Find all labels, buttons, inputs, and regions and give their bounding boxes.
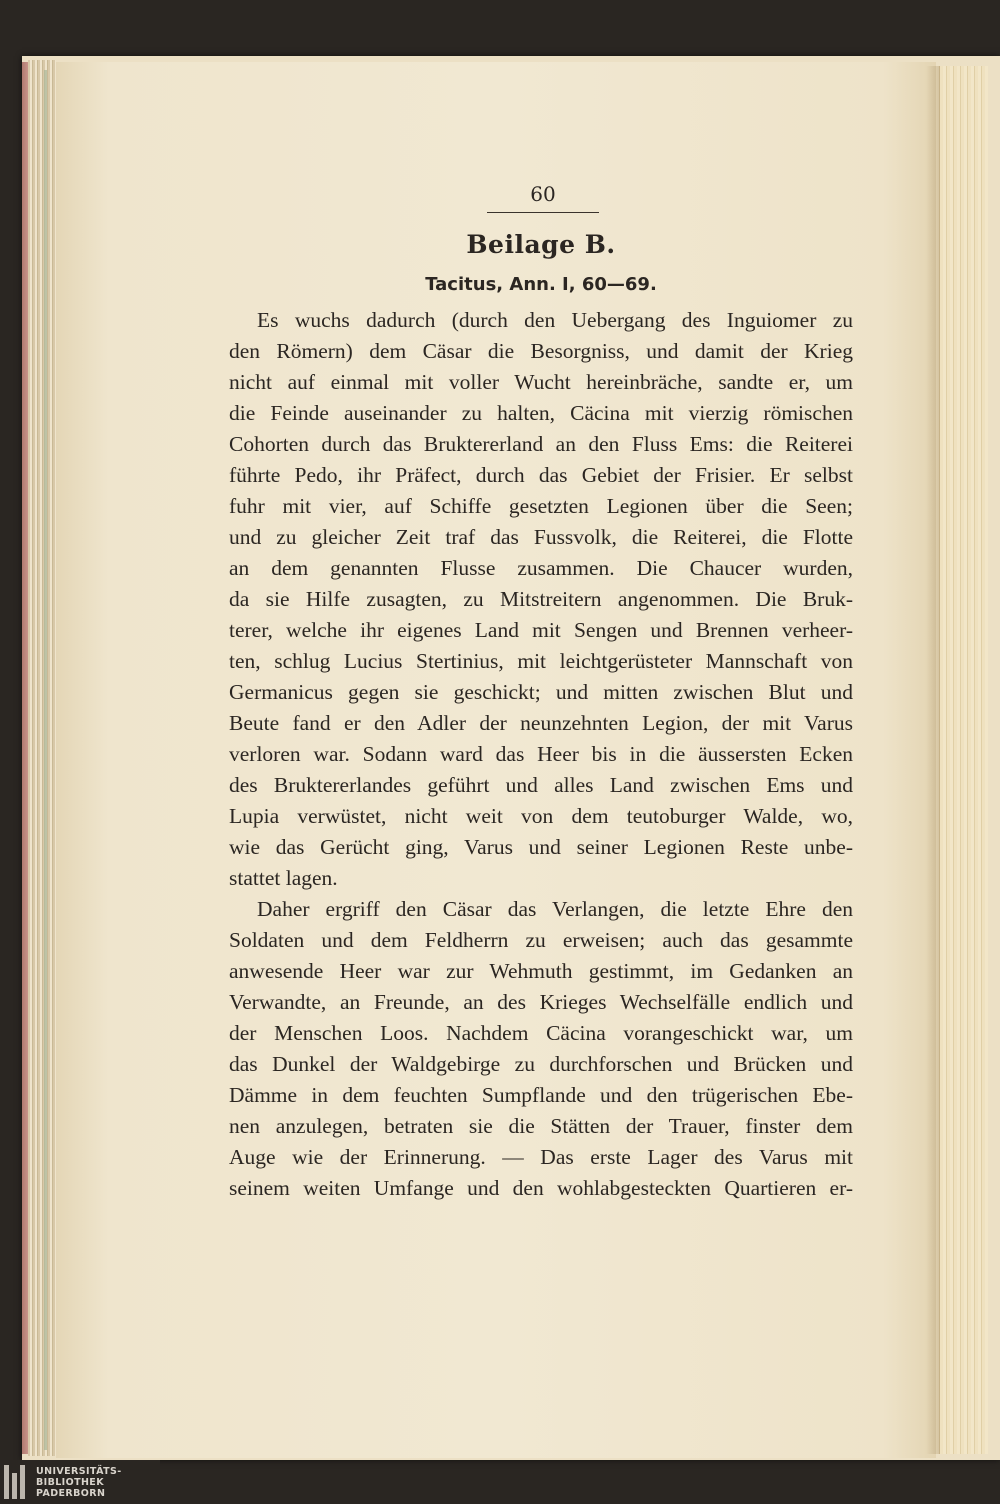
text-line: fuhr mit vier, auf Schiffe gesetzten Legionen über die Seen; <box>229 494 853 518</box>
book-page-edges-left <box>28 60 56 1456</box>
stamp-line-3: PADERBORN <box>36 1487 106 1499</box>
library-logo-icon <box>4 1465 30 1499</box>
text-line: ten, schlug Lucius Stertinius, mit leichtgerüsteter Mannschaft von <box>229 649 853 673</box>
text-line: das Dunkel der Waldgebirge zu durchforschen und Brücken und <box>229 1052 853 1076</box>
text-line: Auge wie der Erinnerung. — Das erste Lager des Varus mit <box>229 1145 853 1169</box>
text-line: seinem weiten Umfange und den wohlabgesteckten Quartieren er- <box>229 1176 853 1200</box>
text-line: verloren war. Sodann ward das Heer bis in die äussersten Ecken <box>229 742 853 766</box>
page-number: 60 <box>487 180 599 213</box>
text-line: führte Pedo, ihr Präfect, durch das Gebiet der Frisier. Er selbst <box>229 463 853 487</box>
text-line: anwesende Heer war zur Wehmuth gestimmt, im Gedanken an <box>229 959 853 983</box>
text-line: nicht auf einmal mit voller Wucht hereinbräche, sandte er, um <box>229 370 853 394</box>
text-line: Es wuchs dadurch (durch den Uebergang des Inguiomer zu <box>257 308 853 332</box>
page-text-block <box>229 180 853 1204</box>
text-line: den Römern) dem Cäsar die Besorgniss, und damit der Krieg <box>229 339 853 363</box>
text-line: wie das Gerücht ging, Varus und seiner Legionen Reste unbe- <box>229 835 853 859</box>
gutter-shadow <box>926 66 940 1454</box>
stamp-line-1: UNIVERSITÄTS- <box>36 1465 122 1477</box>
text-line: Daher ergriff den Cäsar das Verlangen, die letzte Ehre den <box>257 897 853 921</box>
text-line: Lupia verwüstet, nicht weit von dem teutoburger Walde, wo, <box>229 804 853 828</box>
text-line: der Menschen Loos. Nachdem Cäcina vorangeschickt war, um <box>229 1021 853 1045</box>
book-green-edge <box>44 70 47 1450</box>
library-stamp <box>0 1460 160 1504</box>
text-line: Soldaten und dem Feldherrn zu erweisen; auch das gesammte <box>229 928 853 952</box>
paragraph-1 <box>229 305 853 894</box>
text-line: Verwandte, an Freunde, an des Krieges Wechselfälle endlich und <box>229 990 853 1014</box>
stamp-line-2: BIBLIOTHEK <box>36 1476 104 1488</box>
text-line: nen anzulegen, betraten sie die Stätten der Trauer, finster dem <box>229 1114 853 1138</box>
book-page-edges-right <box>936 66 988 1454</box>
text-line: da sie Hilfe zusagten, zu Mitstreitern angenommen. Die Bruk- <box>229 587 853 611</box>
text-line: und zu gleicher Zeit traf das Fussvolk, die Reiterei, die Flotte <box>229 525 853 549</box>
text-line: Germanicus gegen sie geschickt; und mitten zwischen Blut und <box>229 680 853 704</box>
text-line: an dem genannten Flusse zusammen. Die Chaucer wurden, <box>229 556 853 580</box>
text-line: Beute fand er den Adler der neunzehnten Legion, der mit Varus <box>229 711 853 735</box>
text-line: Cohorten durch das Bruktererland an den Fluss Ems: die Reiterei <box>229 432 853 456</box>
paragraph-2 <box>229 894 853 1204</box>
text-line: Dämme in dem feuchten Sumpflande und den trügerischen Ebe- <box>229 1083 853 1107</box>
text-line: stattet lagen. <box>229 866 338 890</box>
library-stamp-text <box>36 1466 122 1499</box>
text-line: des Bruktererlandes geführt und alles Land zwischen Ems und <box>229 773 853 797</box>
text-line: die Feinde auseinander zu halten, Cäcina mit vierzig römischen <box>229 401 853 425</box>
text-line: terer, welche ihr eigenes Land mit Sengen und Brennen verheer- <box>229 618 853 642</box>
page-subtitle: Tacitus, Ann. I, 60—69. <box>425 274 657 295</box>
page-title: Beilage B. <box>466 230 616 259</box>
